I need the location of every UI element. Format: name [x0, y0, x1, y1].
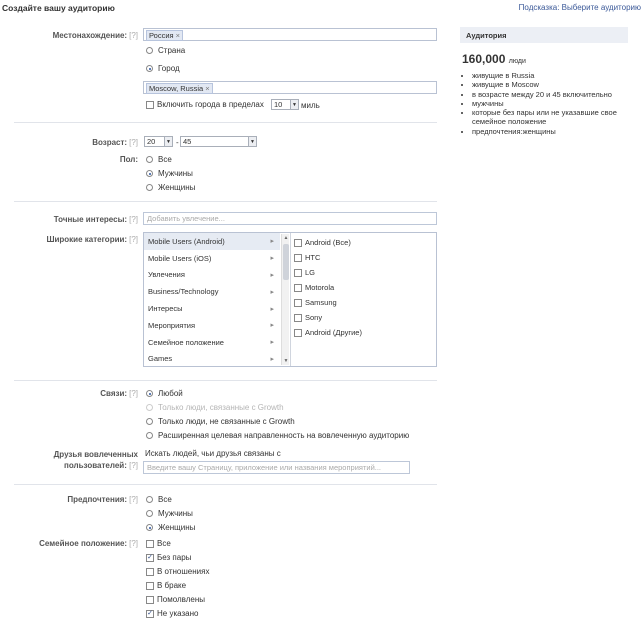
connections-option-advanced[interactable]: Расширенная целевая направленность на вовлеченную аудиторию: [146, 431, 409, 440]
category-item[interactable]: Games ▸: [148, 354, 274, 364]
radius-checkbox-row[interactable]: Включить города в пределах: [146, 100, 264, 109]
radio-icon[interactable]: [146, 156, 153, 163]
audience-summary-list: [462, 71, 632, 136]
help-icon[interactable]: [?]: [129, 31, 138, 40]
radius-select[interactable]: 10 ▼: [271, 99, 299, 110]
broad-categories-label: Широкие категории: [?]: [46, 235, 138, 244]
help-icon[interactable]: [?]: [129, 235, 138, 244]
divider: [14, 122, 437, 123]
help-icon[interactable]: [?]: [129, 495, 138, 504]
relationship-label: Семейное положение: [?]: [39, 539, 138, 548]
audience-heading: Аудитория: [460, 27, 628, 43]
audience-summary-item: • которые без пары или не указавшие свое семейное положение: [472, 108, 632, 127]
friends-input[interactable]: Введите вашу Страницу, приложение или названия мероприятий...: [143, 461, 410, 474]
category-item[interactable]: Семейное положение ▸: [148, 337, 274, 347]
chevron-right-icon: ▸: [270, 339, 274, 347]
radio-selected-icon[interactable]: [146, 390, 153, 397]
audience-summary-item: • в возрасте между 20 и 45 включительно: [472, 90, 632, 99]
relationship-option-single[interactable]: ✓ Без пары: [147, 553, 192, 562]
radio-selected-icon[interactable]: [146, 170, 153, 177]
checkbox-icon[interactable]: [294, 284, 302, 292]
checkbox-checked-icon[interactable]: ✓: [147, 553, 153, 561]
help-icon[interactable]: [?]: [129, 215, 138, 224]
page-title: Создайте вашу аудиторию: [2, 3, 115, 13]
radius-unit: миль: [301, 101, 320, 110]
precise-interests-input[interactable]: Добавить увлечение...: [143, 212, 437, 225]
location-mode-country[interactable]: Страна: [146, 46, 185, 55]
age-dash: -: [176, 138, 179, 147]
checkbox-checked-icon[interactable]: ✓: [147, 609, 153, 617]
checkbox-icon[interactable]: [146, 101, 154, 109]
chevron-right-icon: ▸: [270, 288, 274, 296]
connections-option-connected: Только люди, связанные с Growth: [146, 403, 284, 412]
checkbox-icon[interactable]: [146, 568, 154, 576]
subcategory-item[interactable]: Motorola: [294, 280, 362, 295]
chevron-right-icon: ▸: [270, 271, 274, 279]
scrollbar-thumb[interactable]: [283, 244, 289, 280]
help-icon[interactable]: [?]: [129, 539, 138, 548]
gender-option-women[interactable]: Женщины: [146, 183, 195, 192]
country-token: Россия ×: [146, 30, 183, 41]
subcategory-item[interactable]: HTC: [294, 250, 362, 265]
radio-selected-icon[interactable]: [146, 524, 153, 531]
radio-icon[interactable]: [146, 510, 153, 517]
checkbox-icon[interactable]: [146, 582, 154, 590]
subcategory-item[interactable]: Samsung: [294, 295, 362, 310]
help-icon[interactable]: [?]: [129, 138, 138, 147]
chevron-right-icon: ▸: [270, 305, 274, 313]
city-token: Moscow, Russia ×: [146, 83, 213, 94]
category-list: [144, 233, 280, 366]
radio-icon: [146, 404, 153, 411]
friends-label: Друзья вовлеченных пользователей: [?]: [53, 450, 138, 470]
connections-option-not-connected[interactable]: Только люди, не связанные с Growth: [146, 417, 295, 426]
gender-option-men[interactable]: Мужчины: [146, 169, 193, 178]
subcategory-item[interactable]: Sony: [294, 310, 362, 325]
chevron-right-icon: ▸: [270, 322, 274, 330]
radio-icon[interactable]: [146, 184, 153, 191]
checkbox-icon[interactable]: [294, 329, 302, 337]
relationship-option-married[interactable]: В браке: [146, 581, 186, 590]
checkbox-icon[interactable]: [146, 540, 154, 548]
category-item[interactable]: Mobile Users (iOS) ▸: [148, 253, 274, 263]
help-icon[interactable]: [?]: [129, 461, 138, 470]
checkbox-icon[interactable]: [294, 254, 302, 262]
subcategory-item[interactable]: Android (Все): [294, 235, 362, 250]
audience-summary-item: • предпочтения:женщины: [472, 127, 632, 136]
chevron-right-icon: ▸: [270, 255, 274, 263]
category-item[interactable]: Mobile Users (Android) ▸: [144, 233, 280, 250]
subcategory-list: [294, 235, 362, 340]
checkbox-icon[interactable]: [294, 314, 302, 322]
age-from-select[interactable]: 20 ▼: [144, 136, 173, 147]
gender-option-all[interactable]: Все: [146, 155, 172, 164]
category-item[interactable]: Business/Technology ▸: [148, 287, 274, 297]
divider: [14, 380, 437, 381]
gender-label: Пол:: [119, 155, 138, 164]
divider: [14, 484, 437, 485]
category-item[interactable]: Увлечения ▸: [148, 270, 274, 280]
checkbox-icon[interactable]: [294, 269, 302, 277]
remove-token-icon[interactable]: ×: [175, 31, 180, 40]
scroll-up-icon[interactable]: ▲: [283, 235, 289, 241]
location-label: Местонахождение: [?]: [52, 31, 138, 40]
radio-icon[interactable]: [146, 432, 153, 439]
scroll-down-icon[interactable]: ▼: [283, 358, 289, 364]
preferences-option-women[interactable]: Женщины: [146, 523, 195, 532]
checkbox-icon[interactable]: [294, 239, 302, 247]
radio-selected-icon[interactable]: [146, 65, 153, 72]
category-item[interactable]: Мероприятия ▸: [148, 320, 274, 330]
city-input[interactable]: [143, 81, 437, 94]
preferences-option-all[interactable]: Все: [146, 495, 172, 504]
preferences-option-men[interactable]: Мужчины: [146, 509, 193, 518]
friends-description: Искать людей, чьи друзья связаны с: [145, 449, 281, 458]
audience-summary-item: • живущие в Moscow: [472, 80, 632, 89]
chevron-right-icon: ▸: [270, 355, 274, 363]
preferences-label: Предпочтения: [?]: [67, 495, 138, 504]
category-item[interactable]: Интересы ▸: [148, 304, 274, 314]
connections-label: Связи: [?]: [100, 389, 138, 398]
audience-summary-item: • мужчины: [472, 99, 632, 108]
subcategory-item[interactable]: Android (Другие): [294, 325, 362, 340]
location-mode-city[interactable]: Город: [146, 64, 180, 73]
divider: [14, 201, 437, 202]
relationship-option-engaged[interactable]: Помолвлены: [146, 595, 205, 604]
chevron-right-icon: ▸: [270, 238, 274, 246]
chevron-down-icon: ▼: [248, 137, 256, 146]
checkbox-icon[interactable]: [294, 299, 302, 307]
relationship-option-all[interactable]: Все: [146, 539, 171, 548]
hint-link[interactable]: Подсказка: Выберите аудиторию: [518, 3, 641, 12]
audience-summary-item: • живущие в Russia: [472, 71, 632, 80]
radio-icon[interactable]: [146, 418, 153, 425]
chevron-down-icon: ▼: [164, 137, 172, 146]
subcategory-item[interactable]: LG: [294, 265, 362, 280]
remove-token-icon[interactable]: ×: [205, 84, 210, 93]
radio-icon[interactable]: [146, 496, 153, 503]
radio-icon[interactable]: [146, 47, 153, 54]
country-input[interactable]: [143, 28, 437, 41]
age-to-select[interactable]: 45 ▼: [180, 136, 257, 147]
checkbox-icon[interactable]: [146, 596, 154, 604]
category-scrollbar[interactable]: [281, 234, 289, 365]
relationship-option-unspecified[interactable]: ✓ Не указано: [147, 609, 199, 618]
age-label: Возраст: [?]: [92, 138, 138, 147]
broad-categories-box: [143, 232, 437, 367]
help-icon[interactable]: [?]: [129, 389, 138, 398]
divider: [290, 233, 291, 366]
chevron-down-icon: ▼: [290, 100, 298, 109]
relationship-option-in-relationship[interactable]: В отношениях: [146, 567, 209, 576]
connections-option-any[interactable]: Любой: [146, 389, 183, 398]
audience-count: 160,000 люди: [462, 52, 526, 66]
precise-interests-label: Точные интересы: [?]: [53, 215, 138, 224]
